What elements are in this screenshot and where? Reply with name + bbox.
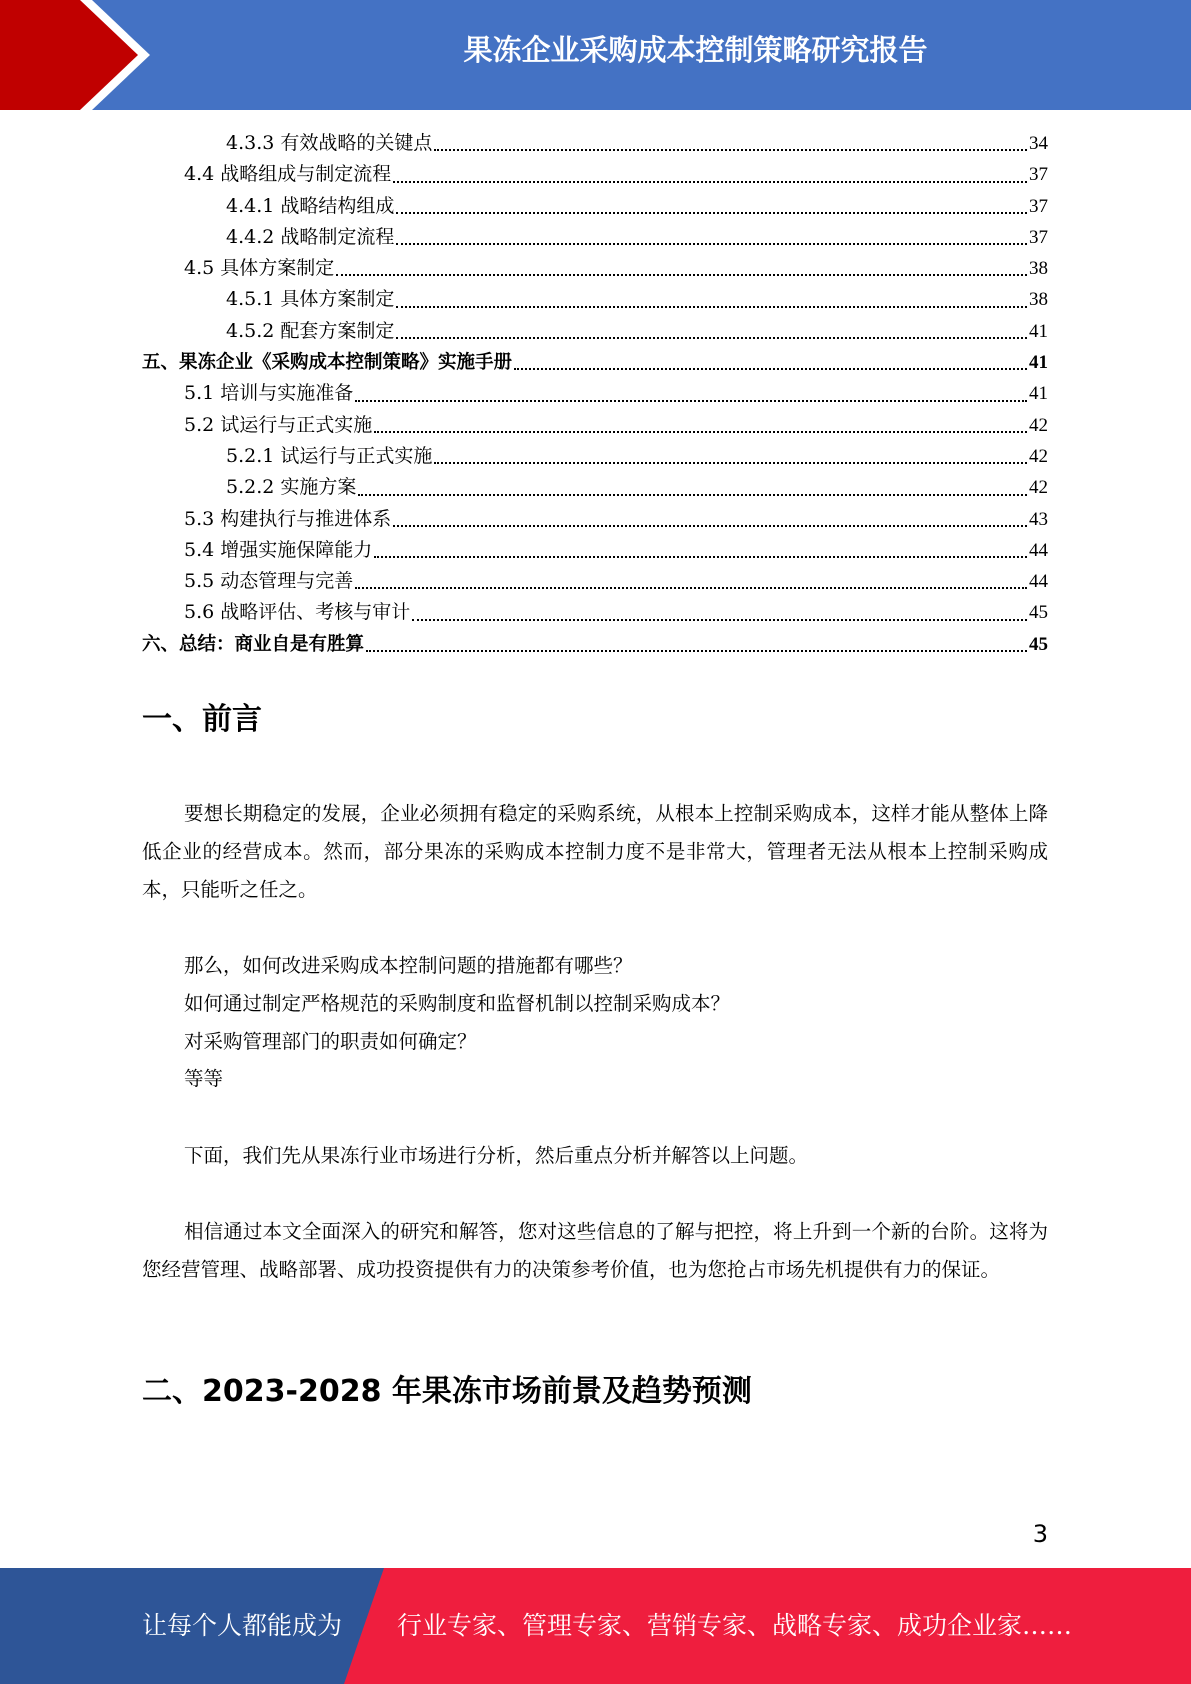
toc-entry[interactable] <box>142 472 1048 503</box>
toc-entry-label: 4.5.1 具体方案制定 <box>226 288 395 311</box>
toc-entry[interactable] <box>142 347 1048 378</box>
footer-slogan-left: 让每个人都能成为 <box>142 1611 343 1640</box>
toc-entry-label: 4.4.1 战略结构组成 <box>226 194 395 217</box>
toc-leader-dots <box>412 618 1027 621</box>
question-line: 如何通过制定严格规范的采购制度和监督机制以控制采购成本？ <box>184 992 731 1015</box>
toc-entry-label: 五、果冻企业《采购成本控制策略》实施手册 <box>142 352 513 374</box>
toc-entry-page: 37 <box>1029 195 1048 217</box>
toc-entry-label: 5.2 试运行与正式实施 <box>184 413 373 436</box>
toc-leader-dots <box>366 649 1027 652</box>
toc-entry-page: 43 <box>1029 508 1048 530</box>
toc-entry-page: 38 <box>1029 258 1048 280</box>
toc-entry-label: 4.5 具体方案制定 <box>184 257 335 280</box>
preface-paragraph-1: 要想长期稳定的发展，企业必须拥有稳定的采购系统，从根本上控制采购成本，这样才能从整体上降低企业的经营成本。然而，部分果冻的采购成本控制力度不是非常大，管理者无法从根本上控制采购成本，只能听之任之。 <box>142 802 1048 901</box>
toc-leader-dots <box>434 148 1027 151</box>
toc-entry-page: 37 <box>1029 226 1048 248</box>
page-header <box>0 0 1191 110</box>
toc-leader-dots <box>396 211 1027 214</box>
question-line: 等等 <box>184 1067 224 1090</box>
toc-entry-page: 45 <box>1029 633 1048 655</box>
question-line: 对采购管理部门的职责如何确定？ <box>184 1030 477 1053</box>
toc-entry[interactable] <box>142 159 1048 190</box>
toc-entry[interactable] <box>142 253 1048 284</box>
toc-entry-label: 5.2.1 试运行与正式实施 <box>226 444 433 467</box>
toc-entry[interactable] <box>142 629 1048 660</box>
question-line: 那么，如何改进采购成本控制问题的措施都有哪些？ <box>184 954 633 977</box>
toc-entry-label: 5.5 动态管理与完善 <box>184 570 354 593</box>
section-heading-preface: 一、前言 <box>142 702 262 737</box>
toc-entry-page: 41 <box>1029 383 1048 405</box>
toc-entry[interactable] <box>142 597 1048 628</box>
toc-entry-label: 六、总结：商业自是有胜算 <box>142 633 365 655</box>
preface-paragraph-2: 下面，我们先从果冻行业市场进行分析，然后重点分析并解答以上问题。 <box>184 1144 809 1167</box>
toc-leader-dots <box>336 273 1027 276</box>
toc-leader-dots <box>358 493 1027 496</box>
toc-entry[interactable] <box>142 316 1048 347</box>
toc-entry-label: 4.4 战略组成与制定流程 <box>184 163 392 186</box>
report-title: 果冻企业采购成本控制策略研究报告 <box>463 33 928 67</box>
toc-entry-label: 5.4 增强实施保障能力 <box>184 538 373 561</box>
preface-paragraph-3: 相信通过本文全面深入的研究和解答，您对这些信息的了解与把控，将上升到一个新的台阶。这将为您经营管理、战略部署、成功投资提供有力的决策参考价值，也为您抢占市场先机提供有力的保证。 <box>142 1220 1048 1281</box>
footer-slogan-right: 行业专家、管理专家、营销专家、战略专家、成功企业家…… <box>397 1611 1073 1640</box>
toc-entry[interactable] <box>142 191 1048 222</box>
toc-leader-dots <box>396 305 1027 308</box>
toc-entry-page: 37 <box>1029 164 1048 186</box>
toc-leader-dots <box>434 461 1027 464</box>
page-number: 3 <box>1032 1520 1048 1548</box>
page-footer <box>0 1568 1191 1684</box>
toc-leader-dots <box>393 180 1027 183</box>
toc-leader-dots <box>514 367 1027 370</box>
toc-entry[interactable] <box>142 284 1048 315</box>
table-of-contents <box>142 128 1048 660</box>
toc-entry-label: 4.3.3 有效战略的关键点 <box>226 132 433 154</box>
toc-entry-page: 41 <box>1029 320 1048 342</box>
toc-entry[interactable] <box>142 378 1048 409</box>
header-chevron-icon <box>0 0 138 110</box>
toc-leader-dots <box>393 524 1027 527</box>
toc-entry[interactable] <box>142 222 1048 253</box>
toc-entry-page: 42 <box>1029 445 1048 467</box>
toc-leader-dots <box>374 555 1027 558</box>
toc-leader-dots <box>355 399 1027 402</box>
toc-entry[interactable] <box>142 410 1048 441</box>
toc-entry-page: 45 <box>1029 602 1048 624</box>
section-heading-forecast: 二、2023-2028 年果冻市场前景及趋势预测 <box>142 1374 752 1409</box>
toc-leader-dots <box>355 586 1027 589</box>
toc-entry-page: 38 <box>1029 289 1048 311</box>
toc-entry-label: 4.5.2 配套方案制定 <box>226 319 395 342</box>
toc-entry[interactable] <box>142 128 1048 159</box>
toc-leader-dots <box>396 242 1027 245</box>
toc-entry[interactable] <box>142 504 1048 535</box>
toc-entry-label: 5.2.2 实施方案 <box>226 476 357 499</box>
toc-entry-label: 5.3 构建执行与推进体系 <box>184 507 392 530</box>
toc-entry-label: 5.6 战略评估、考核与审计 <box>184 601 411 624</box>
toc-entry-label: 5.1 培训与实施准备 <box>184 382 354 405</box>
toc-entry-page: 44 <box>1029 539 1048 561</box>
toc-entry-page: 42 <box>1029 414 1048 436</box>
toc-entry[interactable] <box>142 535 1048 566</box>
toc-leader-dots <box>396 336 1027 339</box>
toc-entry-page: 34 <box>1029 133 1048 154</box>
toc-entry-page: 44 <box>1029 571 1048 593</box>
toc-entry-label: 4.4.2 战略制定流程 <box>226 225 395 248</box>
toc-entry[interactable] <box>142 566 1048 597</box>
toc-leader-dots <box>374 430 1027 433</box>
toc-entry-page: 42 <box>1029 477 1048 499</box>
toc-entry-page: 41 <box>1029 352 1048 374</box>
toc-entry[interactable] <box>142 441 1048 472</box>
